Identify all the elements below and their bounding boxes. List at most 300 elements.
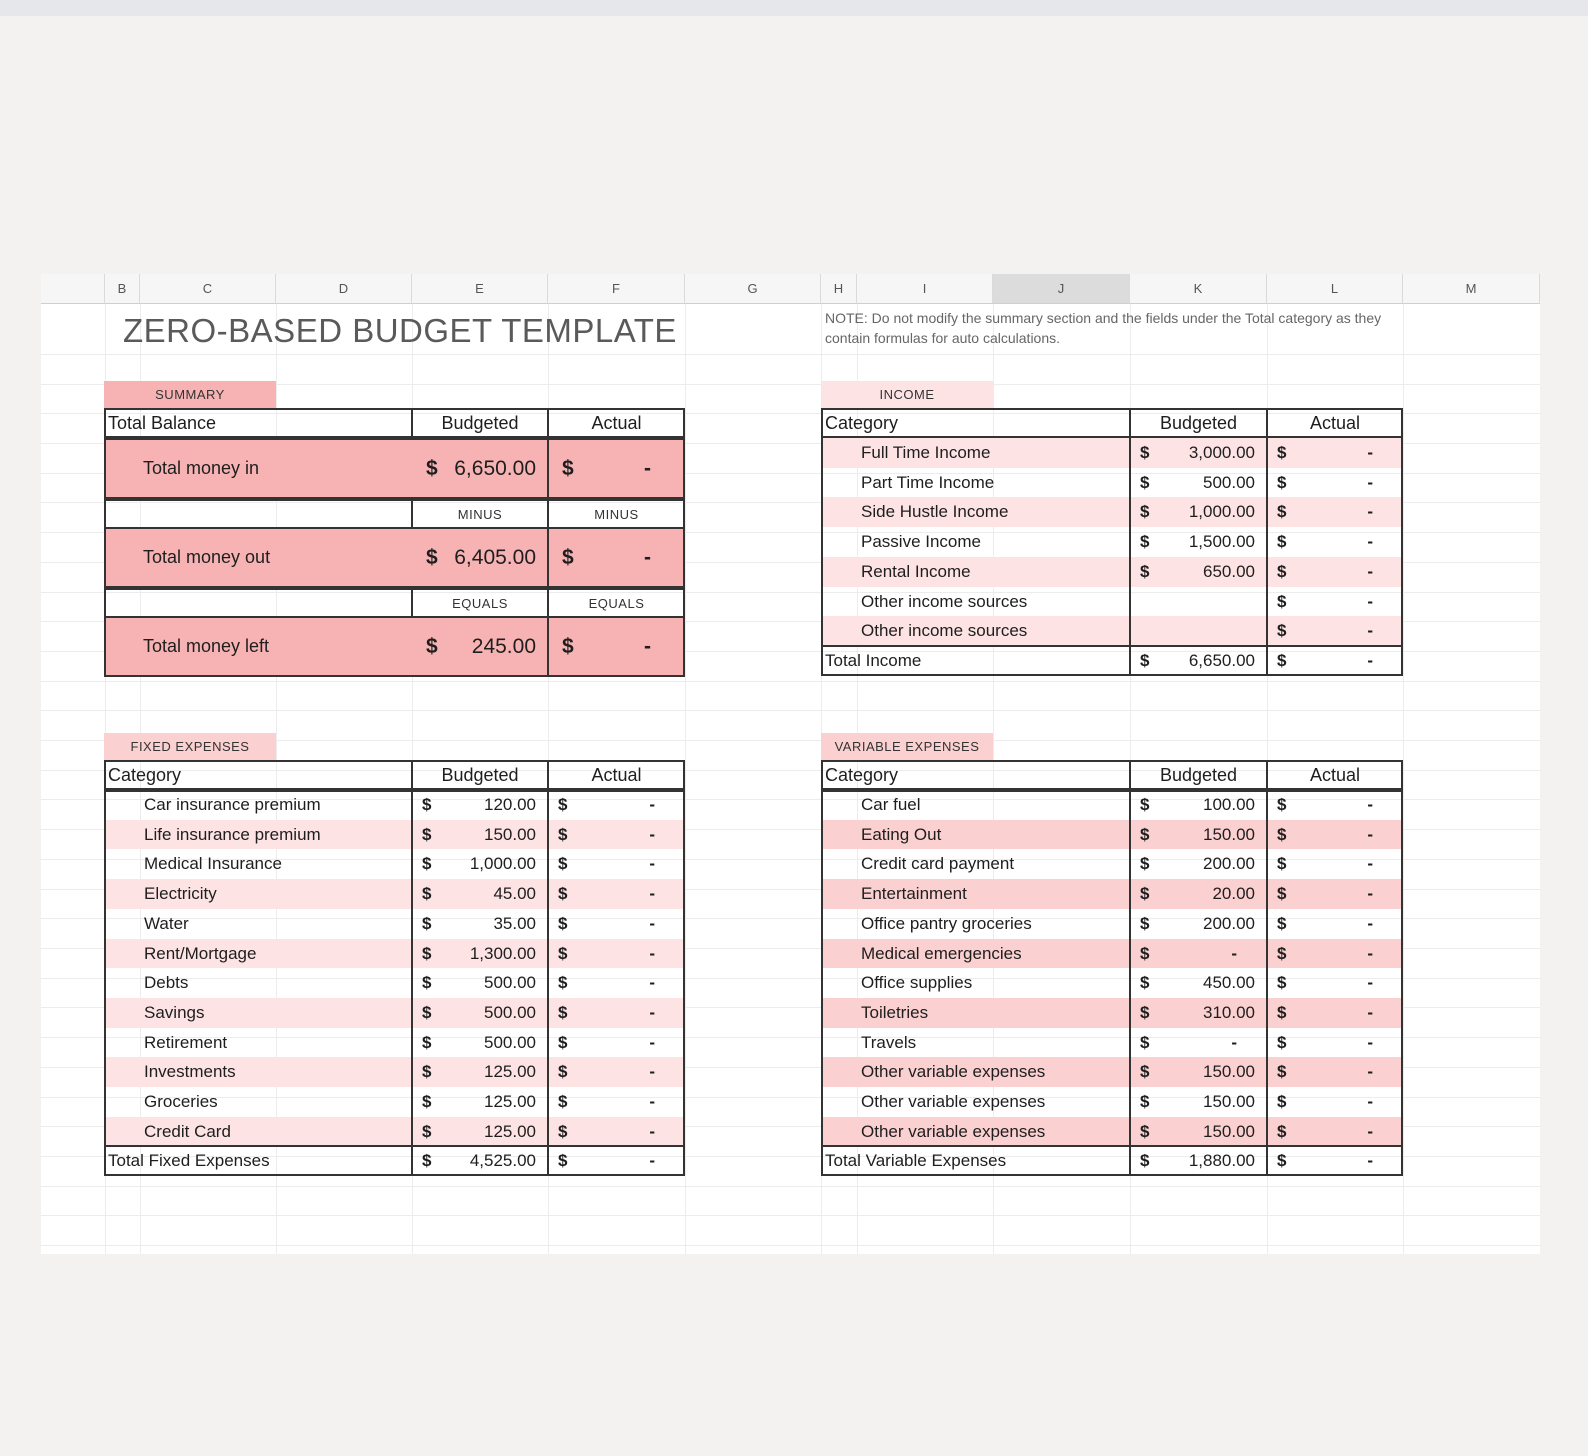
income-row-actual[interactable] xyxy=(1267,616,1403,646)
currency-symbol: $ xyxy=(1277,914,1287,933)
column-header-m[interactable]: M xyxy=(1403,274,1540,304)
amount: 6,405.00 xyxy=(454,545,536,569)
currency-symbol: $ xyxy=(558,1151,568,1170)
fixed-row-budgeted[interactable] xyxy=(412,1028,548,1057)
cell-divider xyxy=(1266,408,1268,438)
income-row-budgeted[interactable] xyxy=(1130,497,1267,527)
fixed-row-label[interactable]: Car insurance premium xyxy=(144,795,321,814)
variable-tag: VARIABLE EXPENSES xyxy=(821,733,993,760)
variable-header-actual: Actual xyxy=(1309,764,1361,785)
variable-row-actual[interactable] xyxy=(1267,1087,1403,1117)
fixed-row-budgeted[interactable] xyxy=(412,849,548,879)
fixed-row-actual[interactable] xyxy=(548,998,685,1028)
income-row-budgeted[interactable] xyxy=(1130,616,1267,646)
cell-divider xyxy=(411,408,413,438)
variable-row-label[interactable]: Entertainment xyxy=(861,884,967,903)
actual-amount: - xyxy=(649,1062,655,1081)
column-header-corner xyxy=(41,274,105,304)
column-header-j[interactable]: J xyxy=(993,274,1130,304)
column-header-b[interactable]: B xyxy=(105,274,140,304)
grid-row-line xyxy=(41,710,1540,711)
fixed-total-label: Total Fixed Expenses xyxy=(108,1151,270,1170)
actual-amount: - xyxy=(649,1003,655,1022)
grid-row-line xyxy=(41,1186,1540,1187)
fixed-header-category: Category xyxy=(108,764,182,785)
actual-amount: - xyxy=(649,1092,655,1111)
budget-amount: 150.00 xyxy=(1203,824,1255,844)
fixed-row-budgeted[interactable] xyxy=(412,790,548,820)
currency-symbol: $ xyxy=(1140,1092,1150,1111)
budget-amount: 20.00 xyxy=(1212,884,1255,903)
fixed-row-actual[interactable] xyxy=(548,1087,685,1117)
currency-symbol: $ xyxy=(422,824,432,844)
fixed-row-actual[interactable] xyxy=(548,790,685,820)
currency-symbol: $ xyxy=(558,1032,568,1052)
fixed-row-actual[interactable] xyxy=(548,1057,685,1087)
variable-row-budgeted[interactable] xyxy=(1130,968,1267,998)
actual-amount: - xyxy=(1367,502,1373,521)
actual-amount: - xyxy=(1367,1092,1373,1111)
actual-amount: - xyxy=(649,914,655,933)
cell-divider xyxy=(411,760,413,790)
variable-row-label[interactable]: Other variable expenses xyxy=(861,1062,1046,1081)
currency-symbol: $ xyxy=(422,1003,432,1022)
total-money-out-budgeted[interactable] xyxy=(412,527,548,588)
fixed-row-label[interactable]: Savings xyxy=(144,1003,205,1022)
variable-row-budgeted[interactable] xyxy=(1130,820,1267,849)
actual-amount: - xyxy=(649,1121,655,1141)
cell-divider xyxy=(547,527,549,588)
currency-symbol: $ xyxy=(1140,502,1150,521)
cell-divider xyxy=(547,760,549,790)
amount: - xyxy=(644,456,651,480)
currency-symbol: $ xyxy=(422,1032,432,1052)
cell-divider xyxy=(1129,408,1131,438)
budget-amount: 500.00 xyxy=(484,1032,536,1052)
variable-row-budgeted[interactable] xyxy=(1130,879,1267,909)
actual-amount: - xyxy=(1367,795,1373,814)
variable-header-budgeted: Budgeted xyxy=(1159,764,1238,785)
column-header-l[interactable]: L xyxy=(1267,274,1403,304)
actual-amount: - xyxy=(1367,884,1373,903)
fixed-total-actual xyxy=(548,1146,685,1176)
currency-symbol: $ xyxy=(422,1092,432,1111)
variable-row-label[interactable]: Credit card payment xyxy=(861,854,1015,873)
currency-symbol: $ xyxy=(558,1121,568,1141)
actual-amount: - xyxy=(1367,854,1373,873)
total-money-left-actual[interactable] xyxy=(548,616,685,677)
variable-total-actual xyxy=(1267,1146,1403,1176)
window-top-bar xyxy=(0,0,1588,16)
summary-tag: SUMMARY xyxy=(104,381,276,408)
fixed-row-budgeted[interactable] xyxy=(412,968,548,998)
currency-symbol: $ xyxy=(1277,1032,1287,1052)
income-total-actual xyxy=(1267,646,1403,676)
fixed-row-label[interactable]: Retirement xyxy=(144,1032,228,1052)
variable-row-label[interactable]: Office supplies xyxy=(861,973,973,992)
grid-row-line xyxy=(41,1215,1540,1216)
cell-divider xyxy=(1266,760,1268,790)
actual-amount: - xyxy=(649,854,655,873)
variable-row-label[interactable]: Other variable expenses xyxy=(861,1092,1046,1111)
currency-symbol: $ xyxy=(562,634,574,658)
budget-amount: 500.00 xyxy=(484,973,536,992)
cell-divider xyxy=(547,499,549,529)
income-row-label[interactable]: Other income sources xyxy=(861,591,1028,611)
income-row-actual[interactable] xyxy=(1267,497,1403,527)
variable-row-actual[interactable] xyxy=(1267,939,1403,968)
fixed-tag: FIXED EXPENSES xyxy=(104,733,276,760)
budget-amount: 1,000.00 xyxy=(1188,502,1255,521)
actual-amount: - xyxy=(1367,1121,1373,1141)
actual-amount: - xyxy=(1367,562,1373,581)
income-row-budgeted[interactable] xyxy=(1130,557,1267,587)
cell-divider xyxy=(547,616,549,677)
actual-amount: - xyxy=(1367,824,1373,844)
currency-symbol: $ xyxy=(1140,943,1150,963)
amount: 245.00 xyxy=(471,634,536,658)
page-title: ZERO-BASED BUDGET TEMPLATE xyxy=(123,312,677,349)
column-header-e[interactable]: E xyxy=(412,274,548,304)
currency-symbol: $ xyxy=(1140,1032,1150,1052)
equals-budgeted-label: EQUALS xyxy=(452,595,508,611)
variable-row-actual[interactable] xyxy=(1267,879,1403,909)
fixed-row-label[interactable]: Groceries xyxy=(144,1092,218,1111)
currency-symbol: $ xyxy=(426,634,438,658)
column-header-d[interactable]: D xyxy=(276,274,412,304)
income-row-actual[interactable] xyxy=(1267,587,1403,616)
variable-row-label[interactable]: Medical emergencies xyxy=(861,943,1022,963)
total-actual-amount: - xyxy=(1367,1151,1373,1170)
fixed-row-label[interactable]: Water xyxy=(144,914,189,933)
fixed-row-budgeted[interactable] xyxy=(412,939,548,968)
currency-symbol: $ xyxy=(1140,651,1150,670)
budget-amount: - xyxy=(1231,1032,1237,1052)
actual-amount: - xyxy=(649,824,655,844)
amount: 6,650.00 xyxy=(454,456,536,480)
variable-row-budgeted[interactable] xyxy=(1130,1057,1267,1087)
actual-amount: - xyxy=(649,943,655,963)
currency-symbol: $ xyxy=(1277,1003,1287,1022)
formula-note: NOTE: Do not modify the summary section and the fields under the Total category as they contain formulas for auto calculations. xyxy=(825,310,1382,346)
currency-symbol: $ xyxy=(1140,884,1150,903)
budget-amount: 120.00 xyxy=(484,795,536,814)
column-header-h[interactable]: H xyxy=(821,274,857,304)
currency-symbol: $ xyxy=(426,456,438,480)
fixed-row-actual[interactable] xyxy=(548,968,685,998)
currency-symbol: $ xyxy=(558,854,568,873)
currency-symbol: $ xyxy=(1140,1121,1150,1141)
fixed-row-actual[interactable] xyxy=(548,1028,685,1057)
variable-row-label[interactable]: Eating Out xyxy=(861,824,942,844)
budget-amount: 450.00 xyxy=(1203,973,1255,992)
minus-budgeted-label: MINUS xyxy=(457,506,503,522)
currency-symbol: $ xyxy=(1140,795,1150,814)
total-actual-amount: - xyxy=(649,1151,655,1170)
cell-divider xyxy=(547,408,549,438)
variable-row-budgeted[interactable] xyxy=(1130,1028,1267,1057)
column-header-g[interactable]: G xyxy=(685,274,821,304)
variable-header-category: Category xyxy=(825,764,899,785)
actual-amount: - xyxy=(649,973,655,992)
column-header-f[interactable]: F xyxy=(548,274,685,304)
variable-row-actual[interactable] xyxy=(1267,909,1403,939)
actual-amount: - xyxy=(649,795,655,814)
income-header-budgeted: Budgeted xyxy=(1159,412,1238,433)
variable-row-actual[interactable] xyxy=(1267,790,1403,820)
grid-row-line xyxy=(41,681,1540,682)
total-money-out-label: Total money out xyxy=(143,547,271,567)
currency-symbol: $ xyxy=(1277,1121,1287,1141)
budget-amount: 1,500.00 xyxy=(1188,532,1255,551)
fixed-row-actual[interactable] xyxy=(548,909,685,939)
income-row-label[interactable]: Other income sources xyxy=(861,621,1028,640)
budget-amount: 1,000.00 xyxy=(469,854,536,873)
currency-symbol: $ xyxy=(1140,1151,1150,1170)
total-money-left-label: Total money left xyxy=(143,636,270,656)
currency-symbol: $ xyxy=(558,1092,568,1111)
actual-amount: - xyxy=(1367,1062,1373,1081)
actual-amount: - xyxy=(1367,532,1373,551)
currency-symbol: $ xyxy=(1140,914,1150,933)
grid-col-line xyxy=(1403,304,1404,1254)
actual-amount: - xyxy=(649,884,655,903)
currency-symbol: $ xyxy=(558,914,568,933)
currency-symbol: $ xyxy=(1140,1003,1150,1022)
income-row-actual[interactable] xyxy=(1267,438,1403,468)
budget-amount: 125.00 xyxy=(484,1062,536,1081)
variable-row-label[interactable]: Office pantry groceries xyxy=(861,914,1032,933)
amount: - xyxy=(644,545,651,569)
currency-symbol: $ xyxy=(562,456,574,480)
total-money-in-actual[interactable] xyxy=(548,438,685,499)
currency-symbol: $ xyxy=(422,943,432,963)
fixed-row-actual[interactable] xyxy=(548,879,685,909)
currency-symbol: $ xyxy=(1277,1151,1287,1170)
variable-row-budgeted[interactable] xyxy=(1130,998,1267,1028)
currency-symbol: $ xyxy=(422,1151,432,1170)
currency-symbol: $ xyxy=(1277,1062,1287,1081)
fixed-row-label[interactable]: Debts xyxy=(144,973,189,992)
variable-row-actual[interactable] xyxy=(1267,820,1403,849)
fixed-header-actual: Actual xyxy=(591,764,642,785)
budget-amount: 35.00 xyxy=(493,914,536,933)
budget-amount: 500.00 xyxy=(1203,472,1255,492)
variable-row-label[interactable]: Travels xyxy=(861,1032,917,1052)
currency-symbol: $ xyxy=(1277,795,1287,814)
cell-divider xyxy=(411,499,413,529)
currency-symbol: $ xyxy=(422,1062,432,1081)
variable-row-budgeted[interactable] xyxy=(1130,1087,1267,1117)
fixed-row-budgeted[interactable] xyxy=(412,820,548,849)
budget-amount: 125.00 xyxy=(484,1092,536,1111)
variable-row-label[interactable]: Other variable expenses xyxy=(861,1121,1046,1141)
currency-symbol: $ xyxy=(1140,562,1150,581)
budget-amount: 100.00 xyxy=(1203,795,1255,814)
currency-symbol: $ xyxy=(558,1003,568,1022)
income-row-actual[interactable] xyxy=(1267,468,1403,497)
actual-amount: - xyxy=(1367,443,1373,462)
budget-amount: 200.00 xyxy=(1203,914,1255,933)
currency-symbol: $ xyxy=(1140,824,1150,844)
fixed-row-budgeted[interactable] xyxy=(412,1117,548,1146)
variable-row-budgeted[interactable] xyxy=(1130,909,1267,939)
budget-amount: 650.00 xyxy=(1203,562,1255,581)
total-amount: 1,880.00 xyxy=(1188,1151,1255,1170)
total-amount: 4,525.00 xyxy=(469,1151,536,1170)
fixed-row-label[interactable]: Credit Card xyxy=(144,1121,231,1141)
total-money-in-label: Total money in xyxy=(143,458,260,478)
equals-actual-label: EQUALS xyxy=(588,595,645,611)
grid-col-line xyxy=(685,304,686,1254)
fixed-row-label[interactable]: Medical Insurance xyxy=(144,854,282,873)
summary-header-budgeted: Budgeted xyxy=(441,412,519,433)
income-row-actual[interactable] xyxy=(1267,557,1403,587)
budget-amount: 1,300.00 xyxy=(469,943,536,963)
budget-amount: 150.00 xyxy=(1203,1062,1255,1081)
currency-symbol: $ xyxy=(1277,502,1287,521)
currency-symbol: $ xyxy=(1277,854,1287,873)
variable-row-budgeted[interactable] xyxy=(1130,849,1267,879)
budget-amount: 45.00 xyxy=(493,884,536,903)
variable-row-actual[interactable] xyxy=(1267,849,1403,879)
total-money-out-actual[interactable] xyxy=(548,527,685,588)
variable-row-actual[interactable] xyxy=(1267,1117,1403,1146)
income-row-actual[interactable] xyxy=(1267,527,1403,557)
currency-symbol: $ xyxy=(422,973,432,992)
budget-amount: 310.00 xyxy=(1203,1003,1255,1022)
budget-amount: 150.00 xyxy=(484,824,536,844)
variable-row-label[interactable]: Car fuel xyxy=(861,795,921,814)
currency-symbol: $ xyxy=(426,545,438,569)
variable-row-actual[interactable] xyxy=(1267,1057,1403,1087)
currency-symbol: $ xyxy=(558,795,568,814)
total-amount: 6,650.00 xyxy=(1188,651,1255,670)
variable-total-budgeted xyxy=(1130,1146,1267,1176)
variable-row-actual[interactable] xyxy=(1267,968,1403,998)
income-row-budgeted[interactable] xyxy=(1130,468,1267,497)
fixed-header-budgeted: Budgeted xyxy=(441,764,519,785)
fixed-row-budgeted[interactable] xyxy=(412,1057,548,1087)
currency-symbol: $ xyxy=(1140,1062,1150,1081)
currency-symbol: $ xyxy=(1277,651,1287,670)
currency-symbol: $ xyxy=(1277,1092,1287,1111)
grid-row-line xyxy=(41,354,1540,355)
fixed-row-budgeted[interactable] xyxy=(412,1087,548,1117)
cell-divider xyxy=(547,588,549,618)
actual-amount: - xyxy=(1367,1032,1373,1052)
currency-symbol: $ xyxy=(558,943,568,963)
currency-symbol: $ xyxy=(558,824,568,844)
fixed-row-label[interactable]: Investments xyxy=(144,1062,236,1081)
actual-amount: - xyxy=(1367,973,1373,992)
currency-symbol: $ xyxy=(1277,973,1287,992)
actual-amount: - xyxy=(1367,914,1373,933)
actual-amount: - xyxy=(649,1032,655,1052)
income-header-actual: Actual xyxy=(1309,412,1361,433)
summary-header-actual: Actual xyxy=(591,412,642,433)
total-money-left-budgeted[interactable] xyxy=(412,616,548,677)
fixed-row-label[interactable]: Life insurance premium xyxy=(144,824,321,844)
budget-amount: 150.00 xyxy=(1203,1092,1255,1111)
income-row-label[interactable]: Part Time Income xyxy=(861,472,995,492)
column-header-i[interactable]: I xyxy=(857,274,993,304)
currency-symbol: $ xyxy=(1140,472,1150,492)
currency-symbol: $ xyxy=(1277,884,1287,903)
fixed-row-actual[interactable] xyxy=(548,1117,685,1146)
currency-symbol: $ xyxy=(558,884,568,903)
income-row-label[interactable]: Side Hustle Income xyxy=(861,502,1009,521)
currency-symbol: $ xyxy=(422,1121,432,1141)
currency-symbol: $ xyxy=(422,914,432,933)
income-row-budgeted[interactable] xyxy=(1130,587,1267,616)
budget-amount: 150.00 xyxy=(1203,1121,1255,1141)
budget-amount: 125.00 xyxy=(484,1121,536,1141)
currency-symbol: $ xyxy=(1277,824,1287,844)
currency-symbol: $ xyxy=(558,1062,568,1081)
column-header-k[interactable]: K xyxy=(1130,274,1267,304)
currency-symbol: $ xyxy=(1277,943,1287,963)
fixed-row-actual[interactable] xyxy=(548,820,685,849)
income-total-label: Total Income xyxy=(825,651,922,670)
currency-symbol: $ xyxy=(422,884,432,903)
cell-divider xyxy=(1129,760,1131,790)
fixed-row-actual[interactable] xyxy=(548,939,685,968)
amount: - xyxy=(644,634,651,658)
income-row-budgeted[interactable] xyxy=(1130,527,1267,557)
currency-symbol: $ xyxy=(422,795,432,814)
budget-amount: - xyxy=(1231,943,1237,963)
variable-row-actual[interactable] xyxy=(1267,1028,1403,1057)
currency-symbol: $ xyxy=(1140,443,1150,462)
budget-amount: 3,000.00 xyxy=(1188,443,1255,462)
fixed-row-budgeted[interactable] xyxy=(412,879,548,909)
income-row-label[interactable]: Rental Income xyxy=(861,562,971,581)
fixed-row-label[interactable]: Rent/Mortgage xyxy=(144,943,257,963)
budget-amount: 200.00 xyxy=(1203,854,1255,873)
fixed-row-actual[interactable] xyxy=(548,849,685,879)
variable-row-budgeted[interactable] xyxy=(1130,939,1267,968)
currency-symbol: $ xyxy=(1140,854,1150,873)
currency-symbol: $ xyxy=(1277,532,1287,551)
variable-row-budgeted[interactable] xyxy=(1130,1117,1267,1146)
actual-amount: - xyxy=(1367,1003,1373,1022)
fixed-total-budgeted xyxy=(412,1146,548,1176)
variable-row-budgeted[interactable] xyxy=(1130,790,1267,820)
income-row-label[interactable]: Full Time Income xyxy=(861,443,991,462)
fixed-row-budgeted[interactable] xyxy=(412,998,548,1028)
budget-amount: 500.00 xyxy=(484,1003,536,1022)
currency-symbol: $ xyxy=(1277,621,1287,640)
column-header-c[interactable]: C xyxy=(140,274,276,304)
currency-symbol: $ xyxy=(422,854,432,873)
income-total-budgeted xyxy=(1130,646,1267,676)
fixed-row-budgeted[interactable] xyxy=(412,909,548,939)
minus-actual-label: MINUS xyxy=(594,506,639,522)
fixed-row-label[interactable]: Electricity xyxy=(144,884,217,903)
spreadsheet-grid[interactable] xyxy=(41,274,1540,1254)
income-row-label[interactable]: Passive Income xyxy=(861,532,981,551)
currency-symbol: $ xyxy=(1277,443,1287,462)
actual-amount: - xyxy=(1367,621,1373,640)
cell-divider xyxy=(547,438,549,499)
variable-row-label[interactable]: Toiletries xyxy=(861,1003,929,1022)
currency-symbol: $ xyxy=(562,545,574,569)
income-row-budgeted[interactable] xyxy=(1130,438,1267,468)
variable-row-actual[interactable] xyxy=(1267,998,1403,1028)
total-actual-amount: - xyxy=(1367,651,1373,670)
total-money-in-budgeted[interactable] xyxy=(412,438,548,499)
